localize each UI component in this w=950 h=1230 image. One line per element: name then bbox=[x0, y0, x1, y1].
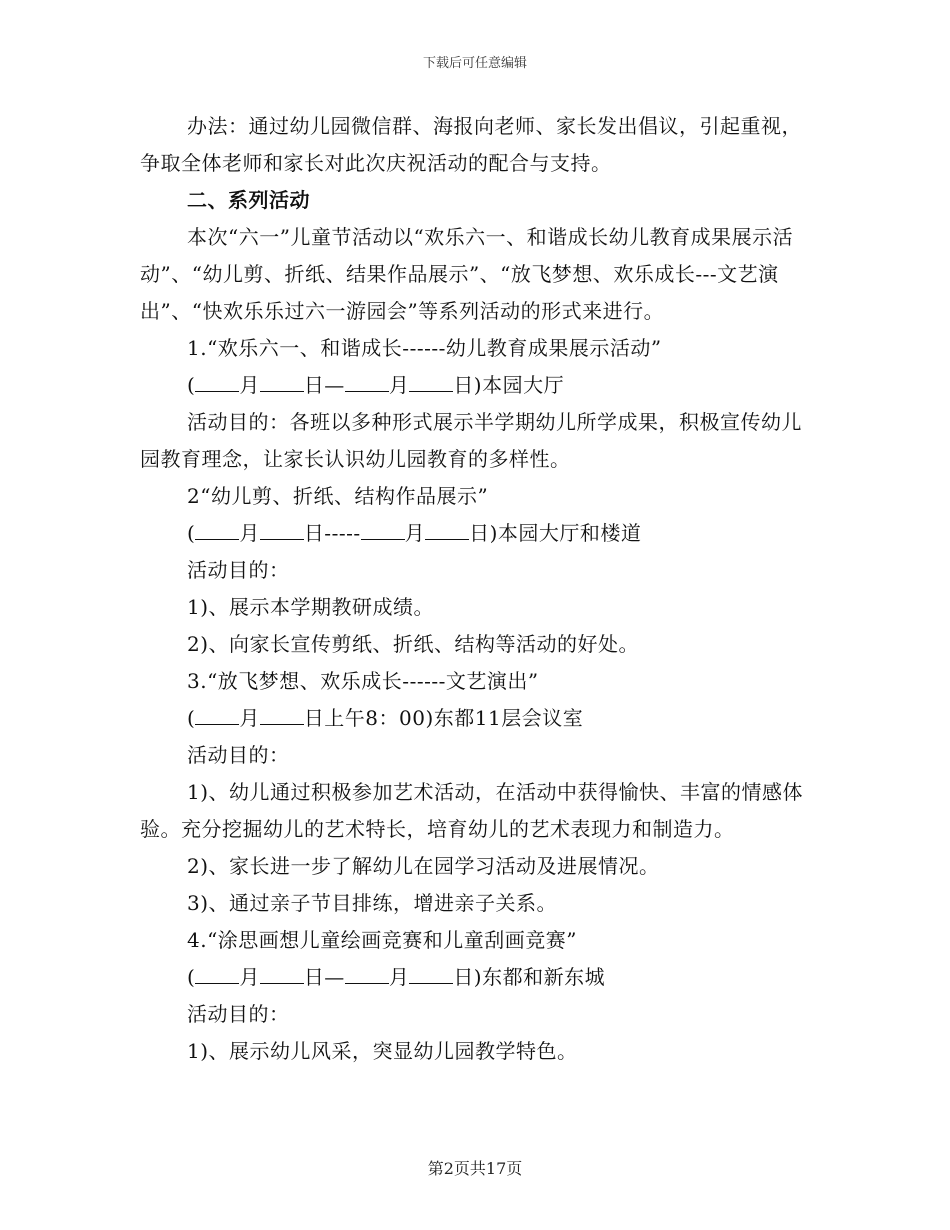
date-blank bbox=[195, 521, 239, 540]
date-blank bbox=[195, 965, 239, 984]
activity-2-date-line: ( 月 日----- 月 日)本园大厅和楼道 bbox=[187, 521, 642, 545]
date-blank bbox=[260, 373, 304, 392]
date-blank bbox=[345, 373, 389, 392]
date-blank bbox=[260, 965, 304, 984]
paragraph-method: 办法：通过幼儿园微信群、海报向老师、家长发出倡议，引起重视，争取全体老师和家长对此次庆祝活动的配合与支持。 bbox=[140, 114, 802, 175]
date-blank bbox=[260, 521, 304, 540]
activity-4-date-line: ( 月 日— 月 日)东都和新东城 bbox=[187, 965, 606, 989]
activity-3-purpose-item-1: 1)、幼儿通过积极参加艺术活动，在活动中获得愉快、丰富的情感体验。充分挖掘幼儿的艺术特长，培育幼儿的艺术表现力和制造力。 bbox=[140, 780, 804, 841]
activity-3-purpose-label: 活动目的： bbox=[187, 743, 290, 767]
document-body bbox=[140, 108, 812, 1070]
activity-1-title: 1.“欢乐六一、和谐成长------幼儿教育成果展示活动” bbox=[187, 336, 662, 360]
activity-4-purpose-label: 活动目的： bbox=[187, 1002, 290, 1026]
activity-3-purpose-item-2: 2)、家长进一步了解幼儿在园学习活动及进展情况。 bbox=[187, 854, 660, 878]
date-blank bbox=[425, 521, 469, 540]
activity-3-title: 3.“放飞梦想、欢乐成长------文艺演出” bbox=[187, 669, 539, 693]
section-heading-series-activities: 二、系列活动 bbox=[187, 188, 310, 212]
activity-4-title: 4.“涂思画想儿童绘画竞赛和儿童刮画竞赛” bbox=[187, 928, 578, 952]
date-blank bbox=[260, 706, 304, 725]
date-blank bbox=[195, 706, 239, 725]
date-blank bbox=[409, 373, 453, 392]
activity-2-purpose-item-2: 2)、向家长宣传剪纸、折纸、结构等活动的好处。 bbox=[187, 632, 640, 656]
activity-4-purpose-item-1: 1)、展示幼儿风采，突显幼儿园教学特色。 bbox=[187, 1039, 578, 1063]
page-footer: 第2页共17页 bbox=[427, 1159, 523, 1178]
paragraph-intro: 本次“六一”儿童节活动以“欢乐六一、和谐成长幼儿教育成果展示活动”、“幼儿剪、折纸、结果作品展示”、“放飞梦想、欢乐成长---文艺演出”、“快欢乐乐过六一游园会”等系列活动的形式来进行。 bbox=[140, 225, 794, 323]
activity-2-purpose-item-1: 1)、展示本学期教研成绩。 bbox=[187, 595, 435, 619]
activity-2-title: 2“幼儿剪、折纸、结构作品展示” bbox=[187, 484, 489, 508]
date-blank bbox=[409, 965, 453, 984]
activity-3-purpose-item-3: 3)、通过亲子节目排练，增进亲子关系。 bbox=[187, 891, 558, 915]
page-header: 下载后可任意编辑 bbox=[422, 56, 527, 71]
date-blank bbox=[345, 965, 389, 984]
date-blank bbox=[361, 521, 405, 540]
activity-1-purpose: 活动目的：各班以多种形式展示半学期幼儿所学成果，积极宣传幼儿园教育理念，让家长认识幼儿园教育的多样性。 bbox=[140, 410, 802, 471]
date-blank bbox=[195, 373, 239, 392]
activity-3-date-line: ( 月 日上午8：00)东都11层会议室 bbox=[187, 706, 584, 730]
activity-2-purpose-label: 活动目的： bbox=[187, 558, 290, 582]
activity-1-date-line: ( 月 日— 月 日)本园大厅 bbox=[187, 373, 565, 397]
